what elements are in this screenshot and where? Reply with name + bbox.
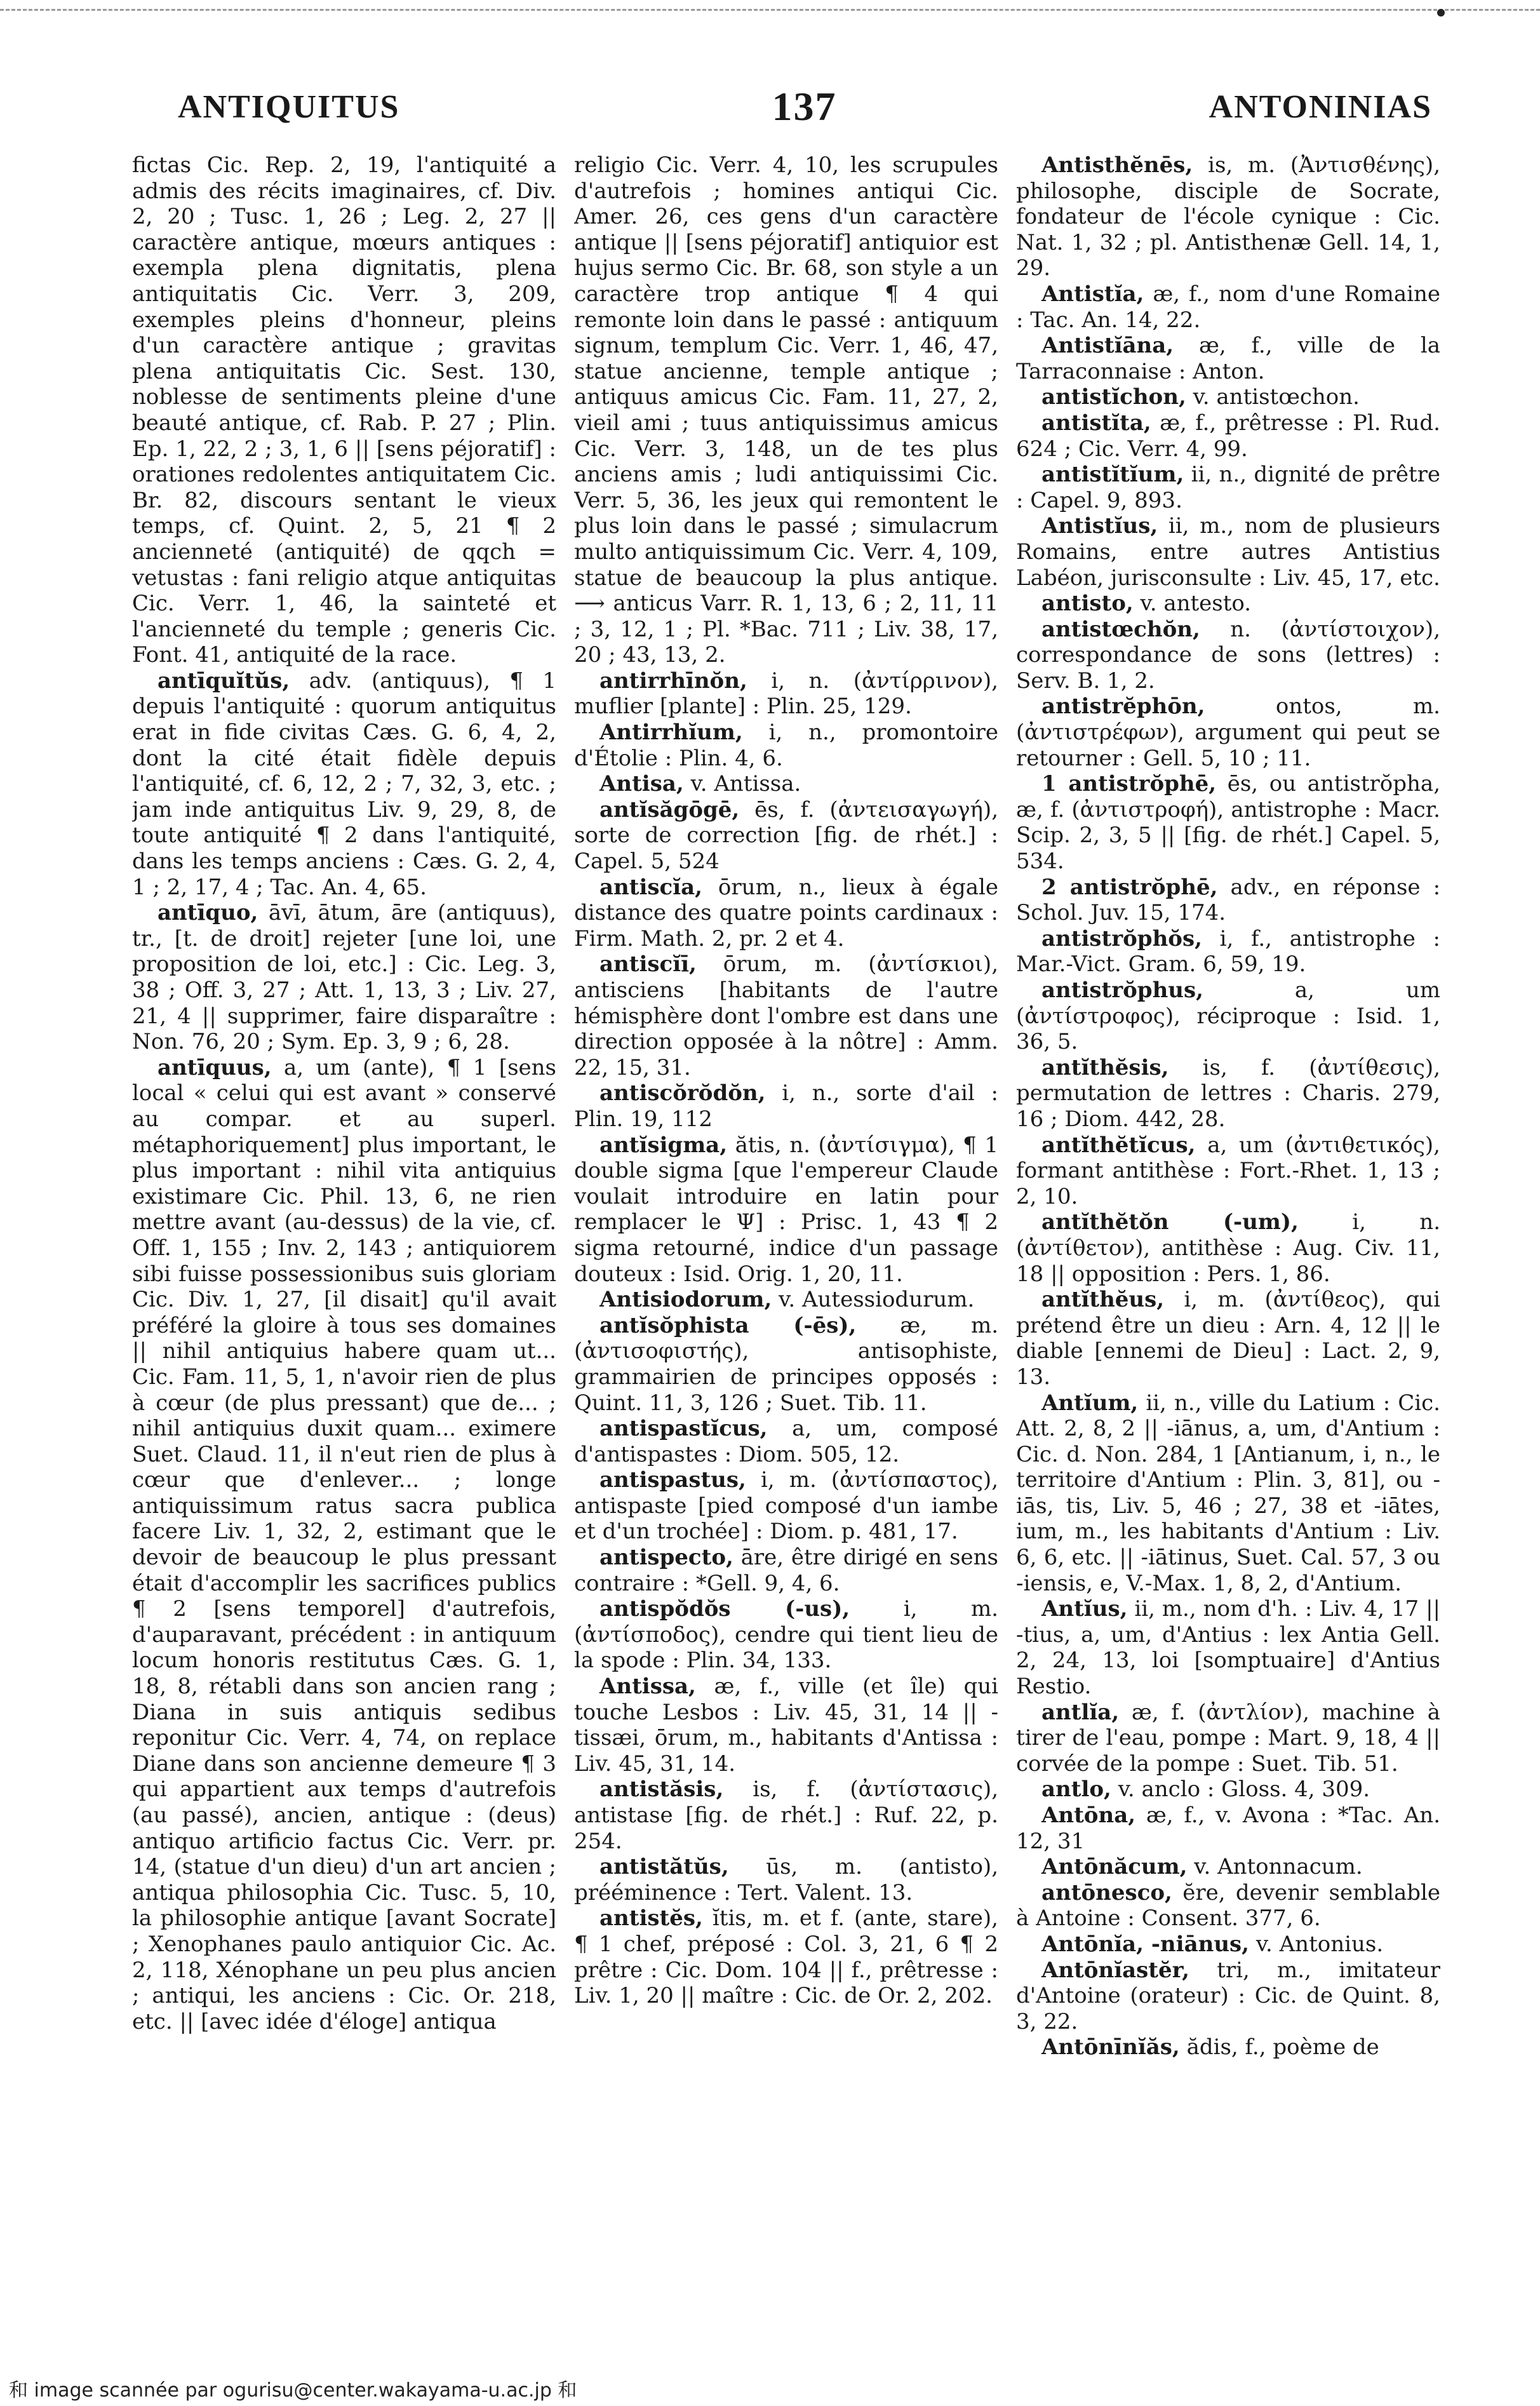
entry-headword: antistœchŏn,: [1041, 616, 1200, 642]
entry-definition: a, um (ἀντίστροφος), réciproque : Isid. 1, 36, 5.: [1016, 978, 1440, 1055]
dictionary-entry: [1016, 410, 1440, 462]
dictionary-entry: [574, 875, 998, 952]
entry-definition: æ, f., ville (et île) qui touche Lesbos : Liv. 45, 31, 14 || -tissæi, ōrum, m., habitants d'Antissa : Liv. 45, 31, 14.: [574, 1674, 998, 1777]
dictionary-entry: [574, 1674, 998, 1777]
entry-headword: Antōnĭastĕr,: [1041, 1957, 1189, 1983]
entry-headword: antīquĭtŭs,: [157, 668, 290, 694]
entry-headword: antĭthĕsis,: [1041, 1054, 1169, 1080]
dictionary-entry: [1016, 384, 1440, 410]
entry-headword: 1 antistrŏphē,: [1041, 771, 1217, 797]
dictionary-entry: [1016, 1055, 1440, 1132]
left-running-headword: ANTIQUITUS: [178, 88, 400, 125]
entry-definition: ōrum, m. (ἀντίσκιοι), antisciens [habitants de l'autre hémisphère dont l'ombre est dans une direction opposée à la nôtre] : Amm. 22, 15, 31.: [574, 951, 998, 1080]
entry-headword: antĭsigma,: [599, 1132, 728, 1158]
entry-definition: æ, m. (ἀντισοφιστής), antisophiste, grammairien de principes opposés : Quint. 11, 3, 126 ; Suet. Tib. 11.: [574, 1312, 998, 1416]
entry-headword: Antōnĭa, -niānus,: [1041, 1931, 1250, 1957]
entry-headword: Antisiodorum,: [599, 1287, 772, 1313]
dictionary-entry: [574, 1777, 998, 1854]
entry-headword: antistăsis,: [599, 1777, 724, 1803]
dictionary-entry: [1016, 462, 1440, 513]
entry-headword: Antĭum,: [1041, 1390, 1139, 1416]
entry-headword: antirrhīnŏn,: [599, 668, 747, 694]
dictionary-entry: [1016, 1854, 1440, 1880]
column-right: [1016, 152, 1440, 2331]
entry-headword: Antissa,: [599, 1674, 696, 1700]
entry-definition: ădis, f., poème de: [1186, 2034, 1379, 2060]
entry-definition: n. (ἀντίστοιχον), correspondance de sons (lettres) : Serv. B. 1, 2.: [1016, 616, 1440, 694]
entry-headword: antĭthĕtĭcus,: [1041, 1132, 1196, 1158]
dictionary-entry: [132, 668, 556, 900]
entry-definition: v. antistœchon.: [1193, 384, 1360, 410]
dictionary-entry: [1016, 926, 1440, 978]
entry-headword: Antisa,: [599, 771, 684, 797]
dictionary-entry: [132, 900, 556, 1055]
dictionary-entry: [1016, 1287, 1440, 1390]
entry-headword: antistĕs,: [599, 1905, 703, 1932]
entry-headword: antĭthĕtŏn (-um),: [1041, 1209, 1299, 1235]
entry-definition: ēs, ou antistrŏpha, æ, f. (ἀντιστροφή), antistrophe : Macr. Scip. 2, 3, 5 || [fig. de rhét.] Capel. 5, 534.: [1016, 771, 1440, 875]
dictionary-entry: [1016, 1803, 1440, 1854]
entry-definition: i, n. (ἀντίθετον), antithèse : Aug. Civ. 11, 18 || opposition : Pers. 1, 86.: [1016, 1209, 1440, 1287]
entry-definition: adv., en réponse : Schol. Juv. 15, 174.: [1016, 874, 1440, 926]
entry-headword: Antistĭus,: [1041, 513, 1158, 539]
entry-headword: Antirrhĭum,: [599, 720, 743, 746]
dictionary-entry: [1016, 281, 1440, 333]
dictionary-entry: [1016, 694, 1440, 771]
entry-definition: æ, f. (ἀντλίον), machine à tirer de l'eau, pompe : Mart. 9, 18, 4 || corvée de la pompe : Suet. Tib. 51.: [1016, 1699, 1440, 1777]
entry-definition: æ, f., prêtresse : Pl. Rud. 624 ; Cic. Verr. 4, 99.: [1016, 410, 1440, 462]
page-number: 137: [772, 84, 837, 129]
entry-definition: is, f. (ἀντίστασις), antistase [fig. de rhét.] : Ruf. 22, p. 254.: [574, 1777, 998, 1854]
entry-headword: antistrŏphus,: [1041, 978, 1203, 1003]
entry-definition: v. anclo : Gloss. 4, 309.: [1118, 1777, 1370, 1803]
entry-headword: antōnesco,: [1041, 1879, 1172, 1905]
dictionary-entry: [574, 1545, 998, 1596]
dictionary-entry: [1016, 1777, 1440, 1803]
dictionary-entry: [574, 1416, 998, 1467]
dictionary-entry: [574, 1287, 998, 1313]
right-running-headword: ANTONINIAS: [1209, 88, 1432, 125]
entry-definition: i, n., promontoire d'Étolie : Plin. 4, 6.: [574, 720, 998, 771]
entry-definition: a, um, composé d'antispastes : Diom. 505, 12.: [574, 1416, 998, 1467]
column-middle: [574, 152, 998, 2331]
dictionary-entry: [574, 668, 998, 720]
entry-headword: Antōnăcum,: [1041, 1854, 1188, 1880]
entry-definition: ontos, m. (ἀντιστρέφων), argument qui peut se retourner : Gell. 5, 10 ; 11.: [1016, 694, 1440, 771]
entry-definition: ōrum, n., lieux à égale distance des quatre points cardinaux : Firm. Math. 2, pr. 2 et 4.: [574, 874, 998, 951]
dictionary-entry: [574, 1467, 998, 1545]
entry-definition: v. Antissa.: [690, 771, 801, 797]
entry-definition: ii, n., dignité de prêtre : Capel. 9, 893.: [1016, 462, 1440, 513]
dictionary-entry: [1016, 875, 1440, 926]
dictionary-entry: [132, 1055, 556, 2035]
entry-headword: antiscĭa,: [599, 874, 702, 900]
dictionary-entry: [1016, 1596, 1440, 1699]
dictionary-entry: [574, 951, 998, 1080]
dictionary-entry: [1016, 1880, 1440, 1932]
dictionary-entry: [1016, 513, 1440, 591]
entry-headword: antispŏdŏs (-us),: [599, 1596, 850, 1622]
entry-headword: antistrŏphŏs,: [1041, 925, 1202, 951]
page-header: [178, 81, 1432, 132]
dictionary-entry: [1016, 333, 1440, 384]
entry-definition: v. Antonnacum.: [1194, 1854, 1363, 1880]
dictionary-entry: [1016, 1700, 1440, 1777]
entry-headword: Antōnīnĭăs,: [1041, 2034, 1180, 2060]
entry-definition: ēs, f. (ἀντεισαγωγή), sorte de correction [fig. de rhét.] : Capel. 5, 524: [574, 796, 998, 875]
dictionary-entry: [1016, 771, 1440, 874]
dictionary-entry: [574, 720, 998, 771]
entry-headword: antlĭa,: [1041, 1699, 1120, 1725]
dictionary-entry: [1016, 1390, 1440, 1597]
entry-headword: antistătŭs,: [599, 1854, 729, 1880]
dictionary-entry: [574, 1854, 998, 1905]
entry-definition: a, um (ἀντιθετικός), formant antithèse : Fort.-Rhet. 1, 13 ; 2, 10.: [1016, 1132, 1440, 1209]
dictionary-entry: [574, 1080, 998, 1132]
entry-headword: antĭsăgōgē,: [599, 796, 740, 823]
ink-dot: [1437, 9, 1445, 17]
entry-headword: antistĭtĭum,: [1041, 462, 1184, 488]
entry-definition: ūs, m. (antisto), prééminence : Tert. Valent. 13.: [574, 1854, 998, 1905]
entry-headword: Antōna,: [1041, 1803, 1136, 1828]
entry-headword: antistĭchon,: [1041, 384, 1186, 410]
dictionary-entry: [574, 1313, 998, 1416]
column-left: [132, 152, 556, 2331]
entry-headword: antĭthĕus,: [1041, 1287, 1165, 1313]
entry-headword: antiscĭī,: [599, 951, 697, 978]
entry-definition: āre, être dirigé en sens contraire : *Gell. 9, 4, 6.: [574, 1545, 998, 1596]
dictionary-entry: [132, 152, 556, 668]
entry-definition: ii, n., ville du Latium : Cic. Att. 2, 8, 2 || -iānus, a, um, d'Antium : Cic. d. Non. 284, 1 [Antianum, i, n., le territoire d'Antium : Plin. 3, 81], ou -iās, tis, Liv. 5, 46 ; 27, 38 et -iātes, ium, m., les habitants d'Antium : Liv. 6, 6, etc. || -iātinus, Suet. Cal. 57, 3 ou -iensis, e, V.-Max. 1, 8, 2, d'Antium.: [1016, 1390, 1440, 1596]
entry-definition: i, n., sorte d'ail : Plin. 19, 112: [574, 1080, 998, 1132]
entry-definition: æ, f., nom d'une Romaine : Tac. An. 14, 22.: [1016, 281, 1440, 333]
entry-definition: i, m. (ἀντίθεος), qui prétend être un dieu : Arn. 4, 12 || le diable [ennemi de Dieu] : Lact. 2, 9, 13.: [1016, 1287, 1440, 1390]
top-scan-rule: [0, 9, 1540, 11]
dictionary-entry: [1016, 978, 1440, 1055]
entry-headword: antīquus,: [157, 1054, 272, 1080]
entry-definition: adv. (antiquus), ¶ 1 depuis l'antiquité : quorum antiquitus erat in fide civitas Cæs. G. 6, 4, 2, dont la cité était fidèle depuis l'antiquité, cf. 6, 12, 2 ; 7, 32, 3, etc. ; jam inde antiquitus Liv. 9, 29, 8, de toute antiquité ¶ 2 dans l'antiquité, dans les temps anciens : Cæs. G. 2, 4, 1 ; 2, 17, 4 ; Tac. An. 4, 65.: [132, 668, 556, 900]
entry-definition: i, n. (ἀντίρρινον), muflier [plante] : Plin. 25, 129.: [574, 668, 998, 720]
entry-definition: v. Antonius.: [1255, 1931, 1384, 1957]
entry-definition: æ, f., ville de la Tarraconnaise : Anton.: [1016, 333, 1440, 384]
dictionary-entry: [574, 1905, 998, 2008]
entry-definition: āvī, ātum, āre (antiquus), tr., [t. de droit] rejeter [une loi, une proposition de loi, etc.] : Cic. Leg. 3, 38 ; Off. 3, 27 ; Att. 1, 13, 3 ; Liv. 27, 21, 4 || supprimer, faire disparaître : Non. 76, 20 ; Sym. Ep. 3, 9 ; 6, 28.: [132, 900, 556, 1055]
entry-headword: antĭsŏphista (-ēs),: [599, 1312, 857, 1338]
entry-headword: antīquo,: [157, 900, 258, 926]
entry-definition: i, m. (ἀντίσποδος), cendre qui tient lieu de la spode : Plin. 34, 133.: [574, 1596, 998, 1674]
entry-headword: antispastĭcus,: [599, 1416, 768, 1442]
dictionary-entry: [574, 152, 998, 668]
dictionary-entry: [1016, 1958, 1440, 2035]
entry-definition: i, f., antistrophe : Mar.-Vict. Gram. 6, 59, 19.: [1016, 925, 1440, 978]
entry-definition: ii, m., nom d'h. : Liv. 4, 17 || -tius, a, um, d'Antius : lex Antia Gell. 2, 24, 13, loi [somptuaire] d'Antius Restio.: [1016, 1596, 1440, 1700]
entry-definition: v. antesto.: [1140, 591, 1252, 617]
scan-credit: 和 image scannée par ogurisu@center.wakayama-u.ac.jp 和: [9, 2379, 577, 2402]
entry-headword: antistrĕphōn,: [1041, 694, 1205, 720]
entry-headword: antispecto,: [599, 1545, 733, 1571]
entry-headword: antisto,: [1041, 591, 1134, 617]
entry-headword: Antisthĕnēs,: [1041, 152, 1193, 178]
entry-headword: antispastus,: [599, 1467, 746, 1493]
entry-definition: is, f. (ἀντίθεσις), permutation de lettres : Charis. 279, 16 ; Diom. 442, 28.: [1016, 1054, 1440, 1132]
dictionary-columns: [132, 152, 1440, 2331]
entry-definition: tri, m., imitateur d'Antoine (orateur) : Cic. de Quint. 8, 3, 22.: [1016, 1957, 1440, 2034]
dictionary-entry: [1016, 591, 1440, 617]
entry-definition: ătis, n. (ἀντίσιγμα), ¶ 1 double sigma [que l'empereur Claude voulait introduire en latin pour remplacer le Ψ] : Prisc. 1, 43 ¶ 2 sigma retourné, indice d'un passage douteux : Isid. Orig. 1, 20, 11.: [574, 1132, 998, 1287]
entry-definition: fictas Cic. Rep. 2, 19, l'antiquité a admis des récits imaginaires, cf. Div. 2, 20 ; Tusc. 1, 26 ; Leg. 2, 27 || caractère antique, mœurs antiques : exempla plena dignitatis, plena antiquitatis Cic. Verr. 3, 209, exemples pleins d'honneur, pleins d'un caractère antique ; gravitas plena antiquitatis Cic. Sest. 130, noblesse de sentiments pleine d'une beauté antique, cf. Rab. P. 27 ; Plin. Ep. 1, 22, 2 ; 3, 1, 6 || [sens péjoratif] : orationes redolentes antiquitatem Cic. Br. 82, discours sentant le vieux temps, cf. Quint. 2, 5, 21 ¶ 2 ancienneté (antiquité) de qqch = vetustas : fani religio atque antiquitas Cic. Verr. 1, 46, la sainteté et l'ancienneté du temple ; generis Cic. Font. 41, antiquité de la race.: [132, 152, 556, 668]
entry-headword: antiscŏrŏdŏn,: [599, 1080, 766, 1106]
entry-definition: ii, m., nom de plusieurs Romains, entre autres Antistius Labéon, jurisconsulte : Liv. 45, 17, etc.: [1016, 513, 1440, 591]
dictionary-entry: [1016, 1932, 1440, 1958]
entry-headword: Antistĭāna,: [1041, 333, 1174, 359]
entry-definition: ĕre, devenir semblable à Antoine : Consent. 377, 6.: [1016, 1879, 1440, 1932]
entry-definition: v. Autessiodurum.: [779, 1287, 975, 1313]
dictionary-entry: [1016, 152, 1440, 281]
entry-headword: Antistĭa,: [1041, 281, 1144, 307]
dictionary-entry: [1016, 617, 1440, 694]
entry-headword: Antĭus,: [1041, 1596, 1128, 1622]
dictionary-entry: [574, 771, 998, 797]
entry-definition: a, um (ante), ¶ 1 [sens local « celui qui est avant » conservé au compar. et au superl. métaphoriquement] plus important, le plus important : nihil vita antiquius existimare Cic. Phil. 13, 6, ne rien mettre avant (au-dessus) de la vie, cf. Off. 1, 155 ; Inv. 2, 143 ; antiquiorem sibi fuisse possessionibus suis gloriam Cic. Div. 1, 27, [il disait] qu'il avait préféré la gloire à tous ses domaines || nihil antiquius habere quam ut... Cic. Fam. 11, 5, 1, n'avoir rien de plus à cœur (de plus pressant) que de... ; nihil antiquius duxit quam... eximere Suet. Claud. 11, il n'eut rien de plus à cœur que d'enlever... ; longe antiquissimum ratus sacra publica facere Liv. 1, 32, 2, estimant que le devoir de beaucoup le plus pressant était d'accomplir les sacrifices publics ¶ 2 [sens temporel] d'autrefois, d'auparavant, précédent : in antiquum locum honoris restitutus Cæs. G. 1, 18, 8, rétabli dans son ancien rang ; Diana in suis antiquis sedibus reponitur Cic. Verr. 4, 74, on replace Diane dans son ancienne demeure ¶ 3 qui appartient aux temps d'autrefois (au passé), ancien, antique : (deus) antiquo artificio factus Cic. Verr. pr. 14, (statue d'un dieu) d'un art ancien ; antiqua philosophia Cic. Tusc. 5, 10, la philosophie antique [avant Socrate] ; Xenophanes paulo antiquior Cic. Ac. 2, 118, Xénophane un peu plus ancien ; antiqui, les anciens : Cic. Or. 218, etc. || [avec idée d'éloge] antiqua: [132, 1054, 556, 2034]
dictionary-entry: [574, 797, 998, 875]
dictionary-entry: [1016, 1209, 1440, 1287]
entry-definition: i, m. (ἀντίσπαστος), antispaste [pied composé d'un iambe et d'un trochée] : Diom. p. 481, 17.: [574, 1467, 998, 1545]
entry-headword: antlo,: [1041, 1777, 1111, 1803]
entry-headword: antistĭta,: [1041, 410, 1151, 436]
dictionary-entry: [574, 1596, 998, 1674]
entry-definition: ĭtis, m. et f. (ante, stare), ¶ 1 chef, préposé : Col. 3, 21, 6 ¶ 2 prêtre : Cic. Dom. 104 || f., prêtresse : Liv. 1, 20 || maître : Cic. de Or. 2, 202.: [574, 1905, 998, 2009]
entry-definition: is, m. (Ἀντισθένης), philosophe, disciple de Socrate, fondateur de l'école cynique : Cic. Nat. 1, 32 ; pl. Antisthenæ Gell. 14, 1, 29.: [1016, 152, 1440, 281]
entry-definition: religio Cic. Verr. 4, 10, les scrupules d'autrefois ; homines antiqui Cic. Amer. 26, ces gens d'un caractère antique || [sens péjoratif] antiquior est hujus sermo Cic. Br. 68, son style a un caractère trop antique ¶ 4 qui remonte loin dans le passé : antiquum signum, templum Cic. Verr. 1, 46, 47, statue ancienne, temple antique ; antiquus amicus Cic. Fam. 11, 27, 2, vieil ami ; tuus antiquissimus amicus Cic. Verr. 3, 148, un de tes plus anciens amis ; ludi antiquissimi Cic. Verr. 5, 36, les jeux qui remontent le plus loin dans le passé ; simulacrum multo antiquissimum Cic. Verr. 4, 109, statue de beaucoup la plus antique. ⟶ anticus Varr. R. 1, 13, 6 ; 2, 11, 11 ; 3, 12, 1 ; Pl. *Bac. 711 ; Liv. 38, 17, 20 ; 43, 13, 2.: [574, 152, 998, 668]
dictionary-entry: [1016, 2034, 1440, 2060]
dictionary-entry: [574, 1132, 998, 1287]
dictionary-entry: [1016, 1132, 1440, 1210]
entry-definition: æ, f., v. Avona : *Tac. An. 12, 31: [1016, 1803, 1440, 1854]
entry-headword: 2 antistrŏphē,: [1041, 874, 1218, 900]
